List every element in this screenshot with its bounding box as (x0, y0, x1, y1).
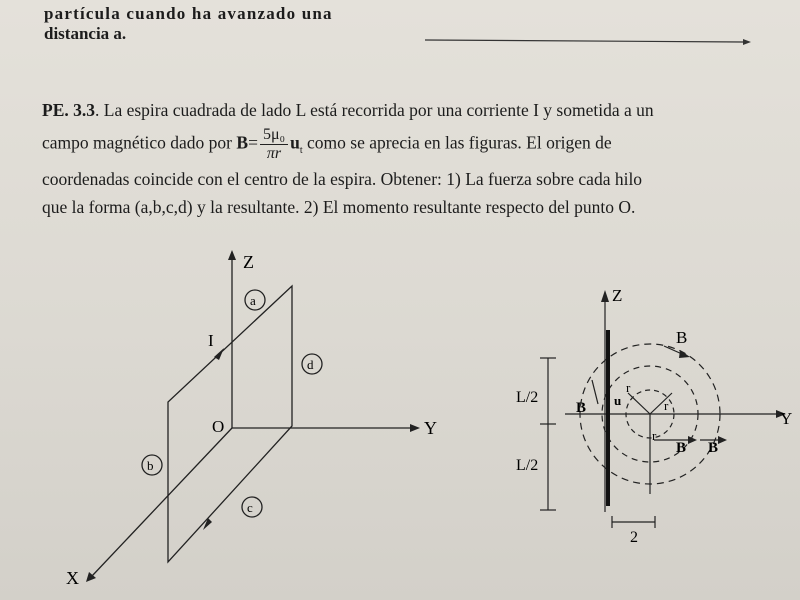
fig1-label-z: Z (243, 252, 254, 272)
fig2-label-r3: r (652, 428, 657, 443)
formula-subscript: t (299, 145, 303, 157)
fig2-label-distance: 2 (630, 529, 638, 546)
radius-line-2 (650, 393, 672, 414)
b-vector-top-arrowhead (679, 350, 690, 358)
fig2-label-b-left: B (576, 400, 587, 416)
fig2-label-half-top: L/2 (516, 389, 539, 406)
fig1-label-current: I (208, 331, 214, 350)
b-vector-right-2-arrowhead (718, 436, 727, 444)
problem-line-2-pre: campo magnético dado por (42, 132, 233, 153)
fig1-label-origin: O (212, 417, 225, 436)
fig1-label-a: a (250, 293, 256, 308)
problem-line-2-post: como se aprecia en las figuras. El origen de (307, 132, 612, 153)
fig1-label-d: d (307, 357, 314, 372)
fig1-label-b: b (147, 458, 154, 473)
fig2-z-arrowhead (601, 290, 609, 302)
fig2-label-b-right-2: B (708, 440, 719, 456)
fig2-label-ut: u (614, 393, 622, 408)
previous-line-2: distancia a. (44, 24, 127, 43)
radius-line-1 (628, 393, 650, 414)
fig2-label-r1: r (626, 380, 631, 395)
problem-line-3: coordenadas coincide con el centro de la espira. Obtener: 1) La fuerza sobre cada hilo (42, 169, 643, 190)
formula-numerator: 5μ₀ (260, 126, 288, 145)
fig1-label-y: Y (424, 418, 437, 438)
problem-line-1-text: . La espira cuadrada de lado L está recorrida por una corriente I y sometida a un (95, 100, 654, 120)
problem-label: PE. 3.3 (42, 100, 95, 120)
previous-line-1: partícula cuando ha avanzado una (44, 4, 333, 23)
b-vector-left (592, 380, 598, 404)
fig2-label-r2: r (664, 398, 669, 413)
fig2-label-b-right-1: B (676, 440, 687, 456)
fig2-label-b-top: B (676, 328, 688, 347)
formula-eq: = (248, 132, 258, 153)
fig2-label-z: Z (612, 286, 623, 305)
fig2-label-half-bottom: L/2 (516, 457, 539, 474)
b-vector-top (664, 346, 682, 354)
problem-line-4: que la forma (a,b,c,d) y la resultante. 2) El momento resultante respecto del punto O. (42, 197, 636, 218)
formula-unit-vector: u (290, 132, 300, 153)
fig1-label-c: c (247, 500, 253, 515)
formula-denominator: πr (266, 145, 282, 162)
formula-B: B (236, 132, 249, 153)
fig1-label-x: X (66, 568, 79, 588)
fig2-label-y: Y (780, 409, 793, 428)
